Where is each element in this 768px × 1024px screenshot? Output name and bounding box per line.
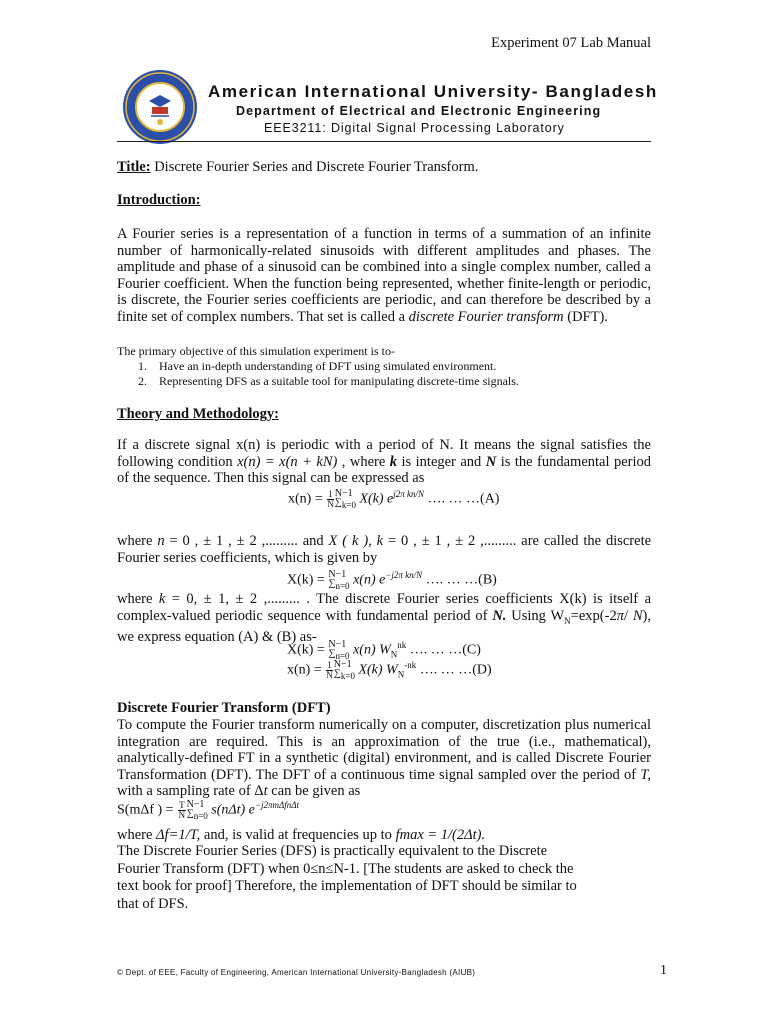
course-name: EEE3211: Digital Signal Processing Laboratory — [264, 121, 565, 135]
equation-d: x(n) = $\frac{1}{N}$ N−1 $\sum_{k=0}$ X(k) $W_N^{-nk}$ …. … …(D) — [287, 659, 492, 681]
equation-c: X(k) = N−1 $\sum_{n=0}$ x(n) $W_N^{nk}$ …. … …(C) — [287, 639, 481, 661]
department-name: Department of Electrical and Electronic Engineering — [236, 104, 602, 118]
theory-heading: Theory and Methodology: — [117, 406, 279, 422]
objective-item-1: 1. Have an in-depth understanding of DFT using simulated environment. — [138, 359, 497, 373]
introduction-heading: Introduction: — [117, 192, 201, 208]
manual-label: Experiment 07 Lab Manual — [491, 35, 651, 51]
dft-paragraph-3: The Discrete Fourier Series (DFS) is practically equivalent to the Discrete Fourier Transform (DFT) when 0≤n≤N-1. [The students are asked to check the text book for proof] Therefore, the implementation of DFT should be similar to that of DFS. — [117, 843, 577, 912]
objective-item-2: 2. Representing DFS as a suitable tool for manipulating discrete-time signals. — [138, 374, 519, 388]
header-rule — [117, 141, 651, 142]
theory-paragraph-1: If a discrete signal x(n) is periodic with a period of N. It means the signal satisfies the following condition x(n) = x(n + kN) , where k is integer and N is the fundamental period of the sequence. Then this signal can be expressed as — [117, 437, 652, 486]
seal-icon — [121, 68, 199, 146]
title-label: Title: — [117, 159, 151, 175]
title-text: Discrete Fourier Series and Discrete Fourier Transform. — [150, 159, 479, 175]
equation-b: X(k) = N−1 $\sum_{n=0}$ x(n) $e^{-j2\pi kn/N}$ …. … …(B) — [287, 569, 497, 591]
theory-paragraph-3: where k = 0, ± 1, ± 2 ,......... . The discrete Fourier series coefficients X(k) is itself a complex-valued periodic sequence with fundamental period of N. Using $W_N=\exp(-2\pi/$ N), we express equation (A) & (B) as- — [117, 591, 652, 645]
document-title — [117, 159, 651, 176]
dft-paragraph-2: where Δf=1/T, and, is valid at frequencies up to fmax = 1/(2Δt). — [117, 827, 486, 843]
dft-heading: Discrete Fourier Transform (DFT) — [117, 700, 331, 716]
university-seal-logo — [121, 68, 199, 146]
footer-copyright: © Dept. of EEE, Faculty of Engineering, American International University-Bangladesh (AIUB) — [117, 968, 476, 977]
introduction-paragraph: A Fourier series is a representation of a function in terms of a summation of an infinite number of harmonically-related sinusoids with different amplitudes and phases. The amplitude and phase of a sinusoid can be combined into a single complex number, called a Fourier coefficient. When the function being represented, whether finite-length or periodic, is discrete, the Fourier series coefficients are periodic, and can therefore be described by a finite set of complex numbers. That set is called a discrete Fourier transform (DFT). — [117, 226, 651, 325]
theory-paragraph-2: where n = 0 , ± 1 , ± 2 ,......... and X ( k ), k = 0 , ± 1 , ± 2 ,......... are called the discrete Fourier series coefficients, which is given by — [117, 533, 652, 566]
page-number: 1 — [660, 963, 667, 978]
dft-paragraph-1: To compute the Fourier transform numerically on a computer, discretization plus numerical integration are required. This is an approximation of the true (i.e., mathematical), analytically-defined FT in a synthetic (digital) environment, and is called Discrete Fourier Transformation (DFT). The DFT of a continuous time signal sampled over the period of T, with a sampling rate of Δt can be given as — [117, 717, 651, 799]
university-name: American International University- Bangladesh — [208, 82, 658, 101]
equation-dft: S(mΔf ) = $\frac{T}{N}$ N−1 $\sum_{n=0}$ s(nΔt) $e^{-j2\pi m\Delta fn\Delta t}$ — [117, 799, 300, 821]
equation-a: x(n) = $\frac{1}{N}$ N−1 $\sum_{k=0}$ X(k) $e^{j2\pi kn/N}$ …. … …(A) — [288, 488, 500, 510]
objective-intro: The primary objective of this simulation experiment is to- — [117, 344, 395, 358]
